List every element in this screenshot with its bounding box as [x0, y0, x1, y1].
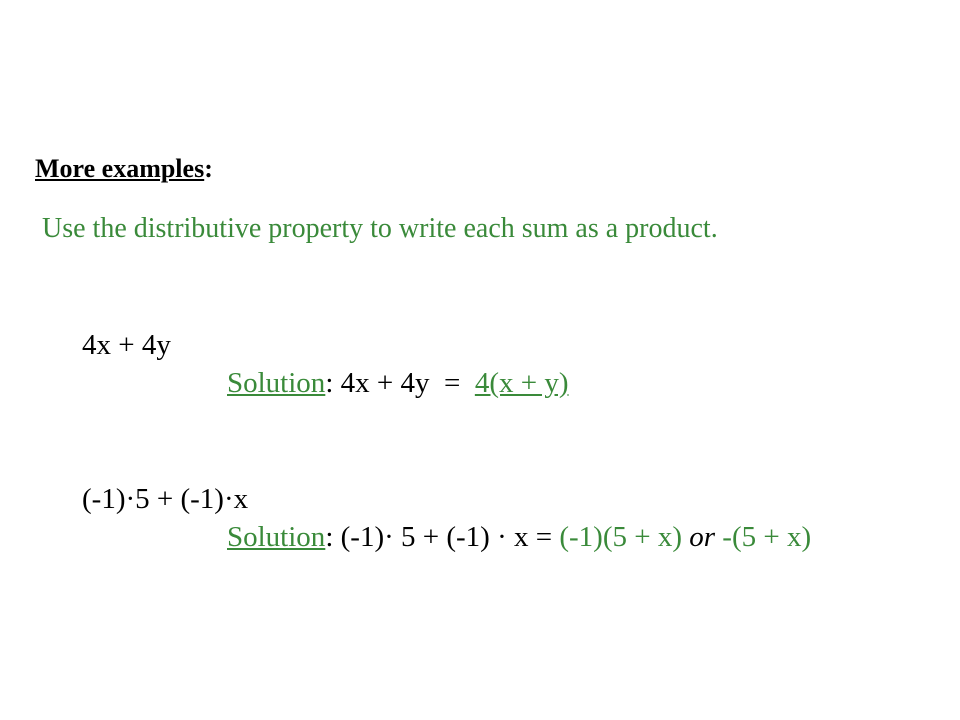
- example-2-connector: or: [689, 521, 716, 553]
- heading-text: More examples: [35, 154, 205, 183]
- instruction-text: Use the distributive property to write each sum as a product.: [42, 213, 718, 244]
- heading-colon: :: [204, 154, 213, 183]
- example-1-expression: 4x + 4y: [82, 329, 171, 361]
- section-heading: [35, 152, 213, 186]
- example-1-solution-label: Solution: [227, 367, 326, 399]
- example-1-solution-colon: :: [325, 367, 334, 399]
- example-1-answer: 4(x + y): [474, 367, 569, 399]
- example-2-solution: [227, 520, 811, 554]
- example-2-solution-colon: :: [325, 521, 334, 553]
- example-2-answer: (-1)(5 + x): [559, 521, 682, 553]
- example-2-expression: (-1)·5 + (-1)·x: [82, 483, 249, 515]
- example-1-work: 4x + 4y =: [333, 367, 475, 399]
- example-2-solution-label: Solution: [227, 521, 326, 553]
- example-2-work: (-1)· 5 + (-1) · x =: [333, 521, 560, 553]
- example-1-solution: [227, 366, 569, 400]
- example-2-answer-alt: -(5 + x): [722, 521, 812, 553]
